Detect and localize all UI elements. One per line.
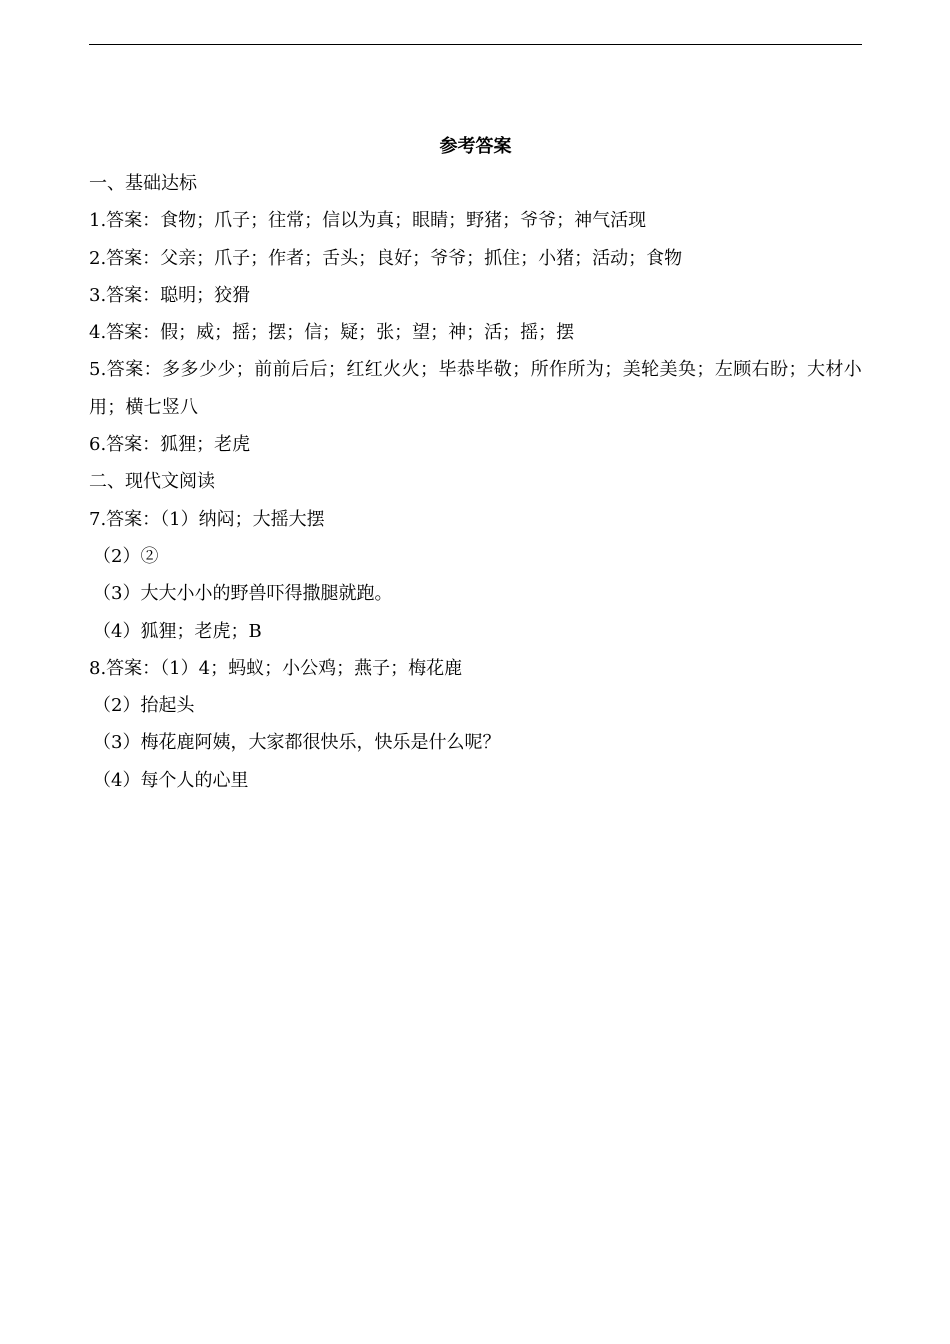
- answer-7-part-1: 7.答案：（1）纳闷；大摇大摆: [89, 508, 325, 530]
- answer-8-part-1: 8.答案：（1）4；蚂蚁；小公鸡；燕子；梅花鹿: [89, 657, 463, 679]
- page-title: 参考答案: [439, 136, 512, 157]
- answer-5: 5.答案：多多少少；前前后后；红红火火；毕恭毕敬；所作所为；美轮美奂；左顾右盼；大材小用；横七竖八: [89, 359, 862, 418]
- answer-8-part-4: （4）每个人的心里: [93, 769, 249, 791]
- answer-1: 1.答案：食物；爪子；往常；信以为真；眼睛；野猪；爷爷；神气活现: [89, 210, 647, 232]
- answer-4: 4.答案：假；威；摇；摆；信；疑；张；望；神；活；摇；摆: [89, 322, 575, 344]
- answer-3: 3.答案：聪明；狡猾: [89, 284, 251, 306]
- answer-7-part-2: （2）②: [93, 545, 159, 567]
- answer-8-part-3: （3）梅花鹿阿姨，大家都很快乐，快乐是什么呢？: [93, 732, 501, 754]
- answer-page: [89, 128, 862, 799]
- answer-7-part-3: （3）大大小小的野兽吓得撒腿就跑。: [93, 583, 393, 605]
- answer-8-part-2: （2）抬起头: [93, 695, 195, 717]
- section-heading-basics: 一、基础达标: [89, 173, 197, 194]
- answer-2: 2.答案：父亲；爪子；作者；舌头；良好；爷爷；抓住；小猪；活动；食物: [89, 247, 683, 269]
- section-heading-reading: 二、现代文阅读: [89, 471, 215, 493]
- answer-6: 6.答案：狐狸；老虎: [89, 434, 251, 456]
- header-rule: [89, 44, 862, 45]
- answer-7-part-4: （4）狐狸；老虎；B: [93, 620, 262, 642]
